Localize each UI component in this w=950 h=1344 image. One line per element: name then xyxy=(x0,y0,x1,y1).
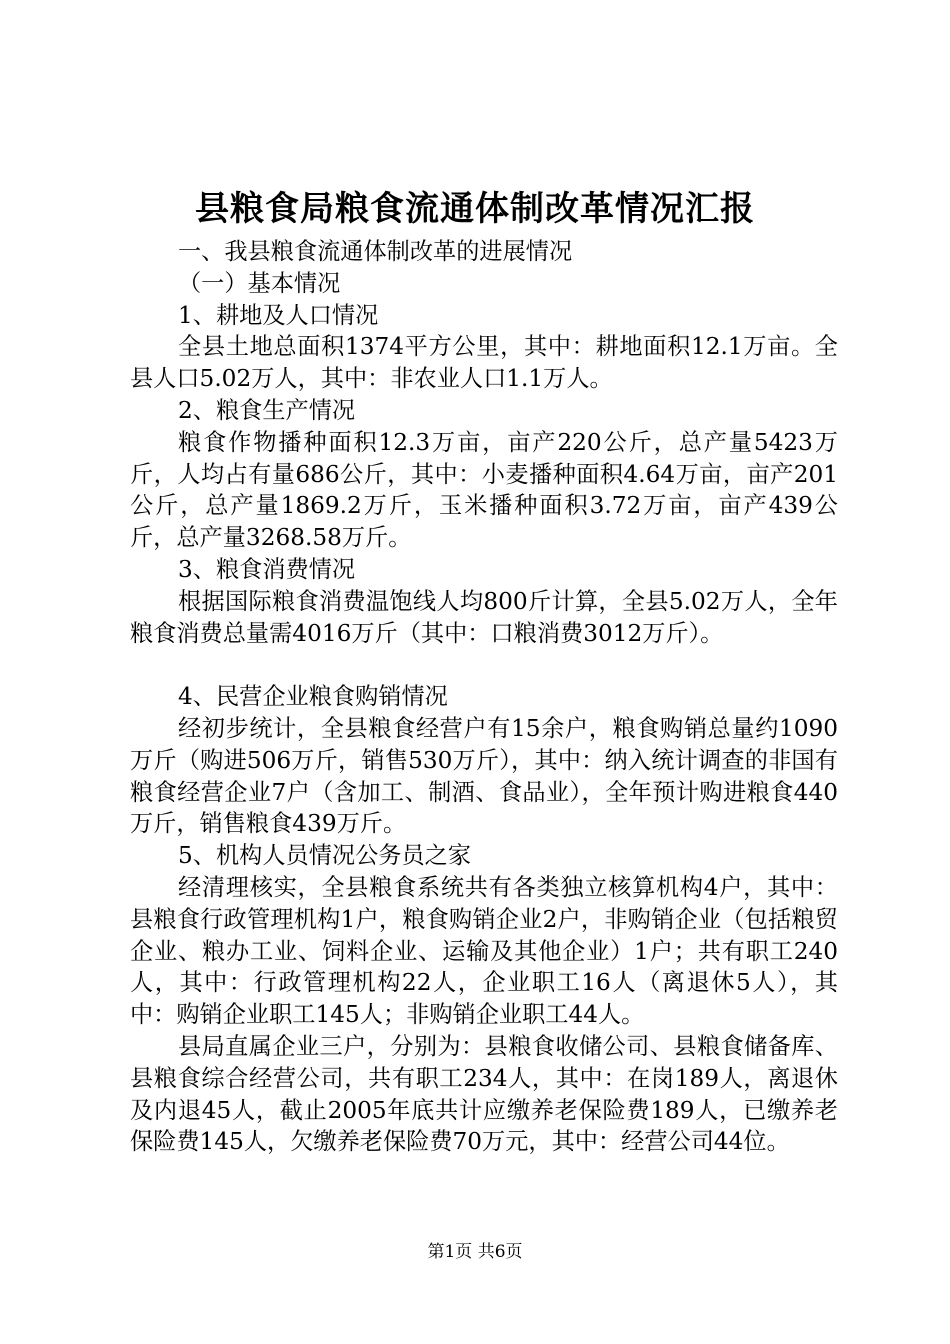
document-body xyxy=(130,236,838,1158)
paragraph: 粮食作物播种面积12.3万亩，亩产220公斤，总产量5423万斤，人均占有量686公斤，其中：小麦播种面积4.64万亩，亩产201公斤，总产量1869.2万斤，玉米播种面积3.72万亩，亩产439公斤，总产量3268.58万斤。 xyxy=(130,428,838,552)
paragraph: 经清理核实，全县粮食系统共有各类独立核算机构4户，其中：县粮食行政管理机构1户，粮食购销企业2户，非购销企业（包括粮贸企业、粮办工业、饲料企业、运输及其他企业）1户；共有职工240人，其中：行政管理机构22人，企业职工16人（离退休5人），其中：购销企业职工145人；非购销企业职工44人。 xyxy=(130,873,838,1029)
item-heading: 1、耕地及人口情况 xyxy=(178,301,379,329)
paragraph: 根据国际粮食消费温饱线人均800斤计算，全县5.02万人，全年粮食消费总量需4016万斤（其中：口粮消费3012万斤）。 xyxy=(130,587,838,647)
section-heading: 一、我县粮食流通体制改革的进展情况 xyxy=(178,238,573,265)
page-footer: 第1页 共6页 xyxy=(427,1242,523,1262)
paragraph: 县局直属企业三户，分别为：县粮食收储公司、县粮食储备库、县粮食综合经营公司，共有职工234人，其中：在岗189人，离退休及内退45人，截止2005年底共计应缴养老保险费189人，已缴养老保险费145人，欠缴养老保险费70万元，其中：经营公司44位。 xyxy=(130,1032,838,1156)
item-heading: 2、粮食生产情况 xyxy=(178,396,356,424)
document-title: 县粮食局粮食流通体制改革情况汇报 xyxy=(195,189,755,229)
item-heading: 4、民营企业粮食购销情况 xyxy=(178,683,448,711)
paragraph: 全县土地总面积1374平方公里，其中：耕地面积12.1万亩。全县人口5.02万人，其中：非农业人口1.1万人。 xyxy=(130,333,838,393)
paragraph: 经初步统计，全县粮食经营户有15余户，粮食购销总量约1090万斤（购进506万斤，销售530万斤），其中：纳入统计调查的非国有粮食经营企业7户（含加工、制酒、食品业），全年预计购进粮食440万斤，销售粮食439万斤。 xyxy=(130,714,838,838)
item-heading: 3、粮食消费情况 xyxy=(178,555,356,583)
item-heading: 5、机构人员情况公务员之家 xyxy=(178,842,472,870)
subsection-heading: （一）基本情况 xyxy=(178,269,341,297)
